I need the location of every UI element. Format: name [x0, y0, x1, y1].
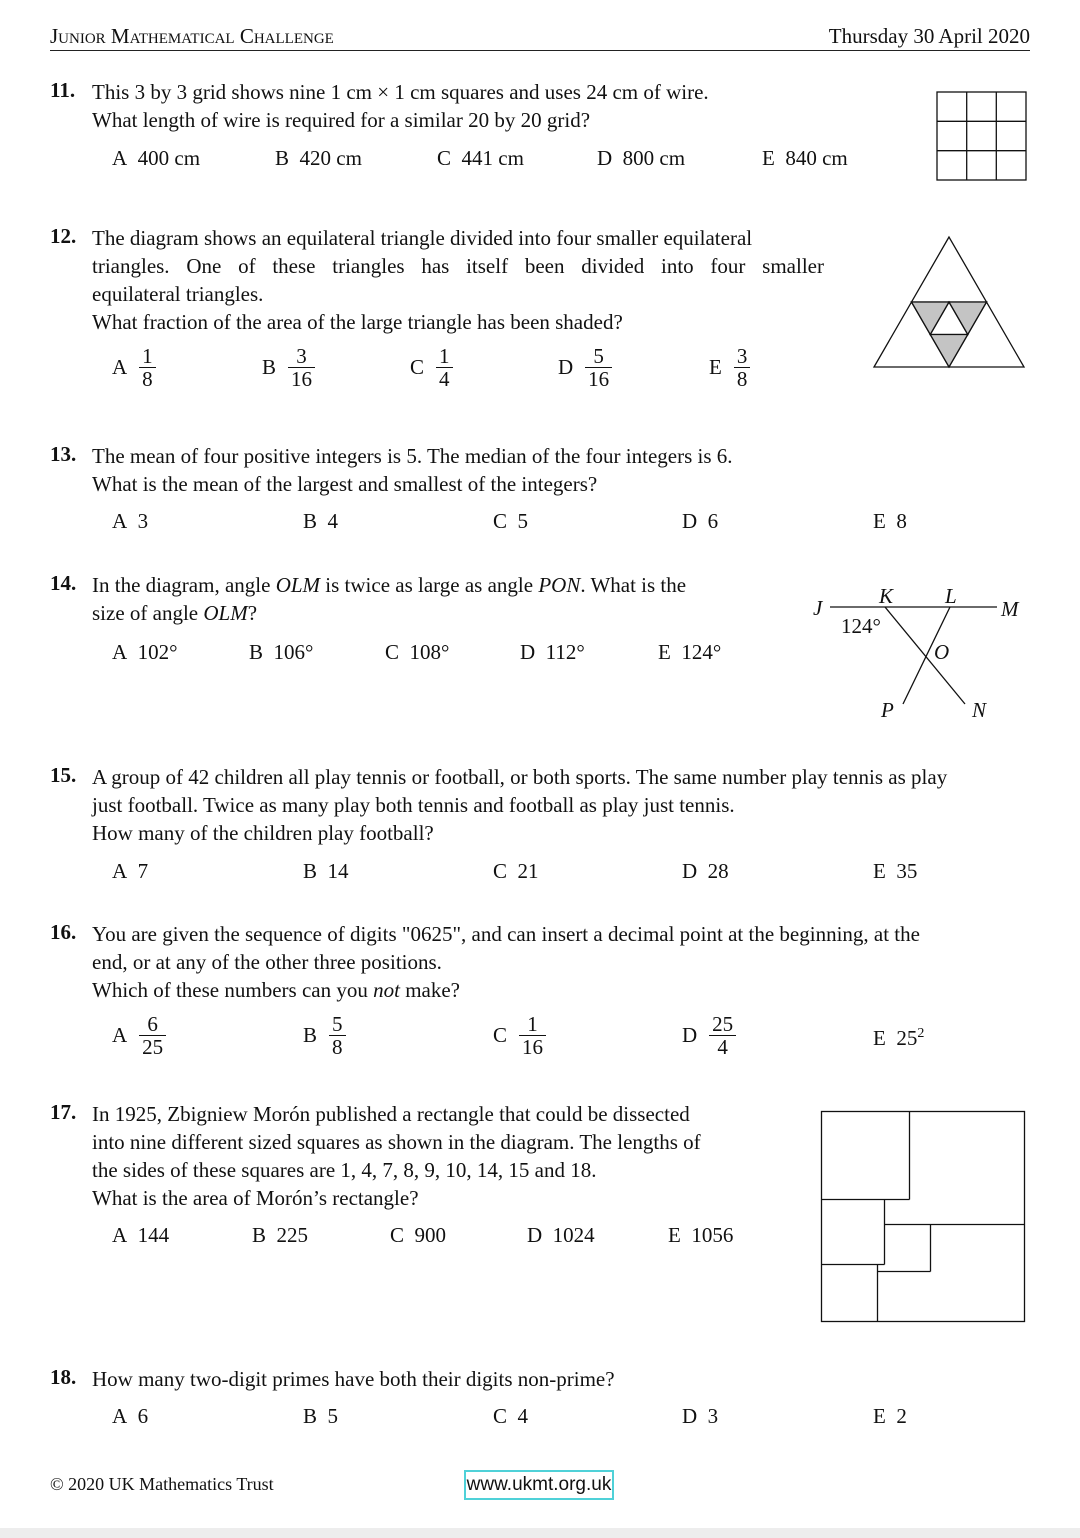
question-number: 13. — [50, 442, 77, 466]
label-l: L — [945, 584, 957, 608]
option-c[interactable]: C 5 — [493, 509, 529, 533]
question-text: In the diagram, angle OLM is twice as large as angle PON. What is the size of angle OLM? — [92, 573, 687, 625]
label-o: O — [934, 640, 950, 664]
option-a[interactable]: A 400 cm — [112, 146, 201, 170]
option-d[interactable]: D $\frac{25}{4}$ — [682, 1013, 736, 1058]
fraction: $\frac{1}{8}$ — [139, 345, 156, 390]
option-d[interactable]: D 800 cm — [597, 146, 686, 170]
question-text: How many two-digit primes have both their digits non-prime? — [92, 1367, 615, 1391]
label-k: K — [879, 584, 894, 608]
option-b[interactable]: B 106° — [249, 640, 314, 664]
option-e[interactable]: E 124° — [658, 640, 722, 664]
question-text: The mean of four positive integers is 5. The median of the four integers is 6. What is the mean of the largest and smallest of the integers? — [92, 444, 733, 496]
option-b[interactable]: B 4 — [303, 509, 339, 533]
option-e[interactable]: E $25^2$ — [873, 1026, 925, 1050]
option-d[interactable]: D 1024 — [527, 1223, 595, 1247]
angle-diagram — [805, 578, 1035, 728]
fraction: $\frac{25}{4}$ — [709, 1013, 736, 1058]
option-e[interactable]: E $\frac{3}{8}$ — [709, 345, 750, 390]
option-a[interactable]: A 7 — [112, 859, 149, 883]
fraction: $\frac{3}{16}$ — [288, 345, 315, 390]
label-n: N — [972, 698, 987, 722]
rectangle-dissection-diagram — [820, 1110, 1026, 1324]
option-e[interactable]: E 1056 — [668, 1223, 734, 1247]
option-e[interactable]: E 8 — [873, 509, 907, 533]
option-b[interactable]: B $\frac{3}{16}$ — [262, 345, 315, 390]
option-d[interactable]: D 28 — [682, 859, 729, 883]
fraction: $\frac{1}{4}$ — [436, 345, 453, 390]
option-a[interactable]: A 6 — [112, 1404, 149, 1428]
option-d[interactable]: D $\frac{5}{16}$ — [558, 345, 612, 390]
label-m: M — [1001, 597, 1019, 621]
header-title: Junior Mathematical Challenge — [50, 24, 334, 48]
question-number: 12. — [50, 224, 77, 248]
question-text: This 3 by 3 grid shows nine 1 cm × 1 cm squares and uses 24 cm of wire. What length of wire is required for a similar 20 by 20 grid? — [92, 80, 709, 132]
option-e[interactable]: E 2 — [873, 1404, 907, 1428]
page-bottom-bar — [0, 1528, 1080, 1538]
option-d[interactable]: D 3 — [682, 1404, 719, 1428]
option-c[interactable]: C 4 — [493, 1404, 529, 1428]
fraction: $\frac{5}{16}$ — [585, 345, 612, 390]
header-rule — [50, 50, 1030, 51]
question-text: In 1925, Zbigniew Morón published a rectangle that could be dissected into nine different sized squares as shown in the diagram. The lengths of the sides of these squares are 1, 4, 7, 8, 9, 10, 14, 15 and 18. What is the area of Morón’s rectangle? — [92, 1102, 701, 1210]
option-c[interactable]: C 441 cm — [437, 146, 524, 170]
question-text: The diagram shows an equilateral triangle divided into four smaller equilateral triangles. One of these triangles has itself been divided into four smaller equilateral triangles. What fraction of the area of the large triangle has been shaded? — [92, 226, 824, 334]
option-e[interactable]: E 840 cm — [762, 146, 848, 170]
option-e[interactable]: E 35 — [873, 859, 918, 883]
question-number: 15. — [50, 763, 77, 787]
fraction: $\frac{6}{25}$ — [139, 1013, 166, 1058]
option-b[interactable]: B 5 — [303, 1404, 339, 1428]
header-date: Thursday 30 April 2020 — [828, 24, 1030, 48]
option-d[interactable]: D 112° — [520, 640, 585, 664]
question-number: 11. — [50, 78, 76, 102]
grid-diagram — [935, 90, 1029, 182]
option-c[interactable]: C $\frac{1}{16}$ — [493, 1013, 546, 1058]
option-a[interactable]: A 3 — [112, 509, 149, 533]
option-a[interactable]: A 102° — [112, 640, 178, 664]
option-a[interactable]: A $\frac{6}{25}$ — [112, 1013, 166, 1058]
fraction: $\frac{5}{8}$ — [329, 1013, 346, 1058]
website-link[interactable]: www.ukmt.org.uk — [464, 1470, 614, 1500]
fraction: $\frac{1}{16}$ — [519, 1013, 546, 1058]
option-c[interactable]: C 21 — [493, 859, 539, 883]
option-a[interactable]: A $\frac{1}{8}$ — [112, 345, 156, 390]
option-c[interactable]: C 108° — [385, 640, 450, 664]
option-c[interactable]: C 900 — [390, 1223, 447, 1247]
label-p: P — [881, 698, 894, 722]
question-text: A group of 42 children all play tennis or football, or both sports. The same number play tennis as play just football. Twice as many play both tennis and football as play just tennis. How many of the children play football? — [92, 765, 948, 845]
option-b[interactable]: B $\frac{5}{8}$ — [303, 1013, 346, 1058]
triangle-diagram — [870, 234, 1028, 370]
option-c[interactable]: C $\frac{1}{4}$ — [410, 345, 453, 390]
question-text: You are given the sequence of digits "0625", and can insert a decimal point at the beginning, at the end, or at any of the other three positions. Which of these numbers can you not make? — [92, 922, 920, 1002]
option-b[interactable]: B 420 cm — [275, 146, 362, 170]
angle-label: 124° — [841, 614, 881, 638]
question-number: 17. — [50, 1100, 77, 1124]
question-number: 16. — [50, 920, 77, 944]
option-b[interactable]: B 14 — [303, 859, 349, 883]
option-a[interactable]: A 144 — [112, 1223, 170, 1247]
option-b[interactable]: B 225 — [252, 1223, 309, 1247]
question-number: 14. — [50, 571, 77, 595]
fraction: $\frac{3}{8}$ — [734, 345, 751, 390]
copyright: © 2020 UK Mathematics Trust — [50, 1474, 274, 1494]
option-d[interactable]: D 6 — [682, 509, 719, 533]
question-number: 18. — [50, 1365, 77, 1389]
label-j: J — [813, 596, 823, 620]
